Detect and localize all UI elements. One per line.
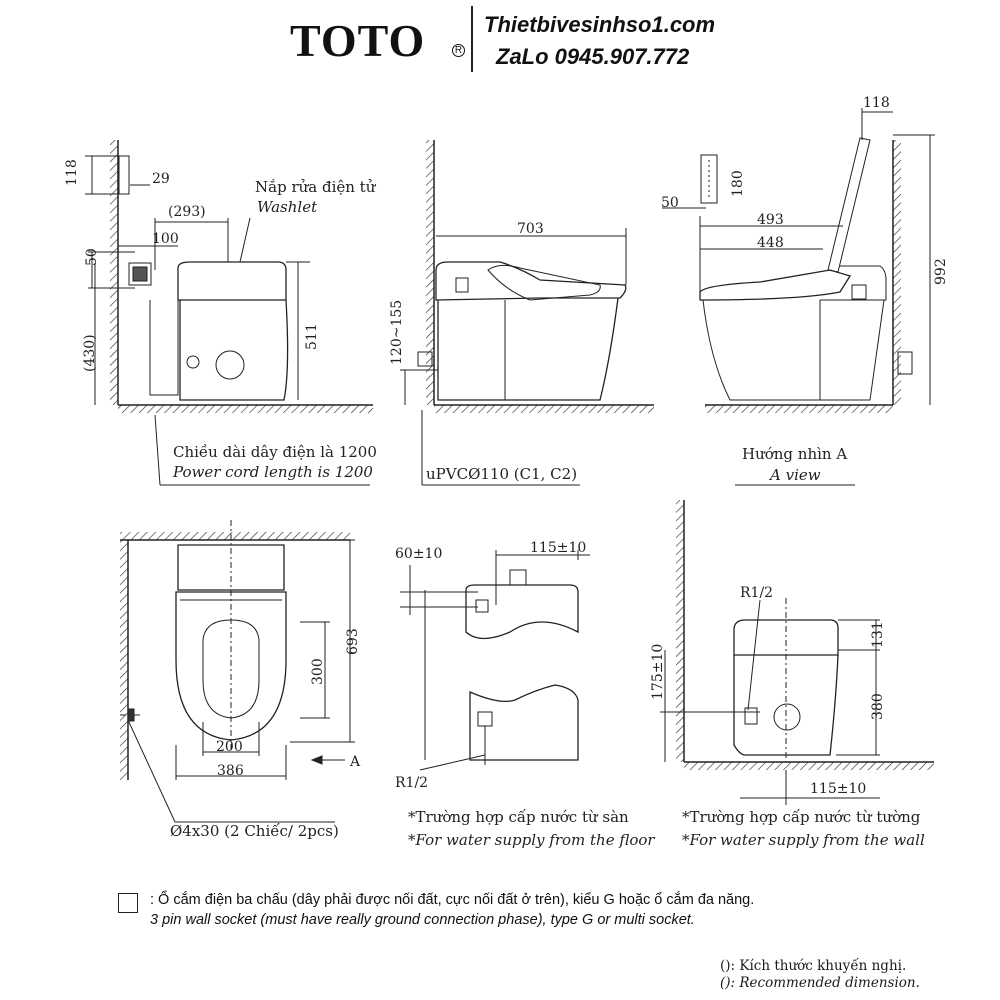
- dim-50-a: 50: [661, 195, 679, 211]
- top-view-labels: [170, 628, 361, 840]
- profile-view-labels: [389, 221, 577, 483]
- a-view-label-en: A view: [770, 466, 821, 484]
- dim-430: (430): [82, 334, 98, 372]
- dim-100: 100: [152, 231, 179, 247]
- dim-300: 300: [310, 658, 326, 685]
- dim-118: 118: [64, 159, 80, 186]
- dim-380: 380: [870, 693, 886, 720]
- thread-r12-floor: R1/2: [395, 775, 429, 791]
- dim-386: 386: [217, 763, 244, 779]
- dim-29: 29: [152, 171, 170, 187]
- pipe-label: uPVCØ110 (C1, C2): [426, 465, 578, 483]
- wall-supply-labels: [650, 585, 925, 849]
- floor-note-en: *For water supply from the floor: [408, 831, 655, 849]
- site-name: Thietbivesinhso1.com: [484, 12, 716, 37]
- wall-note-en: *For water supply from the wall: [682, 831, 925, 849]
- dim-693: 693: [345, 628, 361, 655]
- registered-mark: R: [452, 44, 465, 57]
- brand-logo: TOTO: [290, 15, 426, 66]
- side-wall-hatch: [110, 140, 118, 405]
- dim-118-a: 118: [863, 95, 890, 111]
- dim-511: 511: [304, 323, 320, 350]
- dim-293: (293): [168, 204, 206, 220]
- arrow-a-label: A: [350, 754, 361, 770]
- recommended-note-vi: (): Kích thước khuyến nghị.: [720, 958, 907, 974]
- floor-note-vi: *Trường hợp cấp nước từ sàn: [408, 808, 629, 826]
- washlet-label-vi: Nắp rửa điện tử: [255, 178, 376, 196]
- socket-icon: [118, 893, 138, 913]
- dim-200: 200: [216, 739, 243, 755]
- dim-60-10: 60±10: [395, 546, 443, 562]
- a-view-label-vi: Hướng nhìn A: [742, 445, 848, 463]
- cord-label-en: Power cord length is 1200: [173, 463, 373, 481]
- wall-note-vi: *Trường hợp cấp nước từ tường: [682, 808, 921, 826]
- dim-120-155: 120~155: [389, 299, 405, 365]
- dim-131: 131: [870, 621, 886, 648]
- dim-703: 703: [517, 221, 544, 237]
- dim-493: 493: [757, 212, 784, 228]
- side-floor-hatch: [118, 405, 373, 413]
- dim-50: 50: [84, 248, 100, 266]
- dim-175-10: 175±10: [650, 643, 666, 700]
- zalo-phone: ZaLo 0945.907.772: [496, 44, 690, 69]
- a-view: [662, 108, 935, 485]
- dim-115-10-wall: 115±10: [810, 781, 867, 797]
- screws-label: Ø4x30 (2 Chiếc/ 2pcs): [170, 822, 339, 840]
- profile-view: [400, 140, 654, 485]
- floor-supply-labels: [395, 540, 655, 849]
- socket-note-vi: : Ổ cắm điện ba chấu (dây phải được nối đất, cực nối đất ở trên), kiểu G hoặc ổ cắm đa năng.: [150, 892, 755, 908]
- washlet-label-en: Washlet: [257, 198, 318, 216]
- wall-supply-view: [660, 500, 934, 805]
- recommended-note-en: (): Recommended dimension.: [720, 975, 920, 991]
- dim-448: 448: [757, 235, 784, 251]
- floor-supply-view: [400, 550, 590, 770]
- thread-r12-wall: R1/2: [740, 585, 774, 601]
- dim-180: 180: [730, 170, 746, 197]
- socket-note-en: 3 pin wall socket (must have really ground connection phase), type G or multi socket.: [150, 912, 695, 928]
- dim-115-10-floor: 115±10: [530, 540, 587, 556]
- dim-992: 992: [933, 258, 949, 285]
- cord-label-vi: Chiều dài dây điện là 1200: [173, 443, 377, 461]
